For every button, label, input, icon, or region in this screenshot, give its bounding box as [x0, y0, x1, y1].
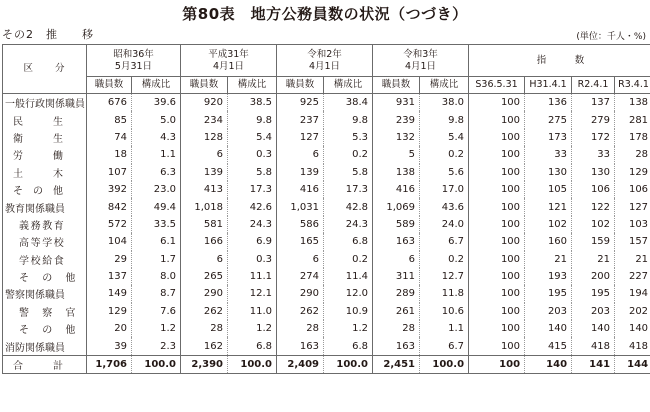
cell-value: 589 — [373, 216, 420, 233]
staff-trend-table — [2, 44, 650, 374]
row-label-header: 区 分 — [3, 45, 87, 94]
cell-value: 24.3 — [228, 216, 277, 233]
cell-value: 100 — [469, 198, 525, 215]
row-label: 警 察 官 — [19, 307, 77, 319]
cell-value: 202 — [615, 303, 650, 320]
cell-value: 1.2 — [324, 320, 373, 337]
cell-value: 105 — [525, 181, 572, 198]
cell-value: 21 — [572, 251, 615, 268]
table-row — [3, 233, 650, 250]
cell-value: 165 — [277, 233, 324, 250]
cell-value: 18 — [87, 146, 132, 163]
cell-value: 38.4 — [324, 94, 373, 112]
cell-value: 140 — [525, 320, 572, 337]
cell-value: 237 — [277, 111, 324, 128]
cell-value: 234 — [181, 111, 228, 128]
cell-value: 1.1 — [420, 320, 469, 337]
cell-value: 100 — [469, 94, 525, 112]
cell-value: 5.6 — [420, 164, 469, 181]
cell-value: 160 — [525, 233, 572, 250]
cell-value: 138 — [615, 94, 650, 112]
row-label: 教育関係職員 — [5, 203, 65, 215]
table-row — [3, 268, 650, 285]
unit-label: (単位：千人・%) — [576, 32, 646, 42]
cell-value: 0.3 — [228, 146, 277, 163]
cell-value: 290 — [277, 285, 324, 302]
cell-value: 200 — [572, 268, 615, 285]
table-row — [3, 129, 650, 146]
cell-value: 925 — [277, 94, 324, 112]
table-row — [3, 94, 650, 112]
cell-value: 130 — [525, 164, 572, 181]
cell-value: 415 — [525, 337, 572, 355]
period-line: 平成31年 — [208, 48, 249, 60]
table-row — [3, 337, 650, 355]
index-col-header: S36.5.31 — [469, 77, 525, 94]
cell-value: 4.3 — [132, 129, 181, 146]
cell-value: 102 — [572, 216, 615, 233]
cell-value: 2.3 — [132, 337, 181, 355]
cell-value: 21 — [615, 251, 650, 268]
count-header: 職員数 — [87, 77, 132, 94]
cell-value: 5.4 — [420, 129, 469, 146]
row-label: 学校給食 — [19, 255, 66, 267]
table-row — [3, 216, 650, 233]
row-label: そ の 他 — [19, 273, 77, 285]
row-label: 一般行政関係職員 — [5, 99, 85, 111]
cell-value: 194 — [615, 285, 650, 302]
index-header: 指 数 — [469, 45, 650, 77]
cell-value: 39 — [87, 337, 132, 355]
cell-value: 130 — [572, 164, 615, 181]
cell-value: 11.0 — [228, 303, 277, 320]
cell-value: 5.8 — [324, 164, 373, 181]
row-label: 高等学校 — [19, 238, 66, 250]
row-label: 合 計 — [3, 355, 87, 373]
cell-value: 275 — [525, 111, 572, 128]
cell-value: 6.8 — [324, 337, 373, 355]
cell-value: 21 — [525, 251, 572, 268]
cell-value: 416 — [373, 181, 420, 198]
cell-value: 6.7 — [420, 337, 469, 355]
cell-value: 2,451 — [373, 355, 420, 373]
period-line: 令和2年 — [307, 48, 342, 60]
cell-value: 10.6 — [420, 303, 469, 320]
cell-value: 11.4 — [324, 268, 373, 285]
cell-value: 100.0 — [420, 355, 469, 373]
cell-value: 6.8 — [324, 233, 373, 250]
cell-value: 5.8 — [228, 164, 277, 181]
cell-value: 0.2 — [420, 251, 469, 268]
cell-value: 1.1 — [132, 146, 181, 163]
cell-value: 195 — [525, 285, 572, 302]
cell-value: 138 — [373, 164, 420, 181]
cell-value: 33 — [572, 146, 615, 163]
row-label: 消防関係職員 — [5, 342, 65, 354]
cell-value: 0.2 — [324, 146, 373, 163]
cell-value: 137 — [572, 94, 615, 112]
cell-value: 121 — [525, 198, 572, 215]
cell-value: 106 — [615, 181, 650, 198]
table-row — [3, 198, 650, 215]
cell-value: 0.2 — [324, 251, 373, 268]
cell-value: 38.5 — [228, 94, 277, 112]
cell-value: 290 — [181, 285, 228, 302]
cell-value: 7.6 — [132, 303, 181, 320]
cell-value: 676 — [87, 94, 132, 112]
cell-value: 203 — [572, 303, 615, 320]
cell-value: 137 — [87, 268, 132, 285]
cell-value: 12.0 — [324, 285, 373, 302]
total-row — [3, 355, 650, 373]
cell-value: 85 — [87, 111, 132, 128]
index-col-header: R2.4.1 — [572, 77, 615, 94]
period-line: 令和3年 — [403, 48, 438, 60]
cell-value: 262 — [181, 303, 228, 320]
cell-value: 17.3 — [324, 181, 373, 198]
row-label: 土 木 — [13, 168, 63, 180]
cell-value: 100 — [469, 233, 525, 250]
row-label: 労 働 — [13, 151, 63, 163]
cell-value: 49.4 — [132, 198, 181, 215]
cell-value: 100 — [469, 111, 525, 128]
count-header: 職員数 — [373, 77, 420, 94]
row-label: そ の 他 — [19, 325, 77, 337]
table-row — [3, 303, 650, 320]
cell-value: 42.8 — [324, 198, 373, 215]
cell-value: 413 — [181, 181, 228, 198]
cell-value: 418 — [572, 337, 615, 355]
cell-value: 24.3 — [324, 216, 373, 233]
cell-value: 163 — [277, 337, 324, 355]
table-row — [3, 111, 650, 128]
table-row — [3, 164, 650, 181]
cell-value: 274 — [277, 268, 324, 285]
cell-value: 100 — [469, 181, 525, 198]
cell-value: 28 — [181, 320, 228, 337]
cell-value: 100 — [469, 303, 525, 320]
cell-value: 104 — [87, 233, 132, 250]
cell-value: 163 — [373, 337, 420, 355]
row-label: 警察関係職員 — [5, 290, 65, 302]
cell-value: 279 — [572, 111, 615, 128]
table-row — [3, 146, 650, 163]
cell-value: 29 — [87, 251, 132, 268]
cell-value: 141 — [572, 355, 615, 373]
row-label: 衛 生 — [13, 133, 63, 145]
cell-value: 33 — [525, 146, 572, 163]
cell-value: 100 — [469, 337, 525, 355]
cell-value: 42.6 — [228, 198, 277, 215]
cell-value: 100 — [469, 251, 525, 268]
cell-value: 9.8 — [228, 111, 277, 128]
cell-value: 1.2 — [228, 320, 277, 337]
cell-value: 6.3 — [132, 164, 181, 181]
cell-value: 33.5 — [132, 216, 181, 233]
cell-value: 157 — [615, 233, 650, 250]
ratio-header: 構成比 — [132, 77, 181, 94]
cell-value: 103 — [615, 216, 650, 233]
cell-value: 5.3 — [324, 129, 373, 146]
cell-value: 162 — [181, 337, 228, 355]
cell-value: 203 — [525, 303, 572, 320]
ratio-header: 構成比 — [420, 77, 469, 94]
cell-value: 6 — [181, 251, 228, 268]
cell-value: 100.0 — [228, 355, 277, 373]
cell-value: 6.1 — [132, 233, 181, 250]
cell-value: 24.0 — [420, 216, 469, 233]
cell-value: 39.6 — [132, 94, 181, 112]
cell-value: 100.0 — [132, 355, 181, 373]
cell-value: 1,018 — [181, 198, 228, 215]
cell-value: 581 — [181, 216, 228, 233]
cell-value: 172 — [572, 129, 615, 146]
cell-value: 1.2 — [132, 320, 181, 337]
cell-value: 100 — [469, 268, 525, 285]
cell-value: 0.2 — [420, 146, 469, 163]
ratio-header: 構成比 — [228, 77, 277, 94]
cell-value: 173 — [525, 129, 572, 146]
period-line: 4月1日 — [212, 60, 245, 72]
cell-value: 100 — [469, 129, 525, 146]
cell-value: 6.8 — [228, 337, 277, 355]
cell-value: 572 — [87, 216, 132, 233]
cell-value: 178 — [615, 129, 650, 146]
period-header — [373, 45, 469, 77]
cell-value: 100 — [469, 285, 525, 302]
cell-value: 140 — [572, 320, 615, 337]
cell-value: 9.8 — [420, 111, 469, 128]
cell-value: 0.3 — [228, 251, 277, 268]
cell-value: 2,390 — [181, 355, 228, 373]
cell-value: 127 — [615, 198, 650, 215]
cell-value: 195 — [572, 285, 615, 302]
cell-value: 163 — [373, 233, 420, 250]
cell-value: 6.9 — [228, 233, 277, 250]
cell-value: 227 — [615, 268, 650, 285]
table-row — [3, 181, 650, 198]
cell-value: 140 — [615, 320, 650, 337]
cell-value: 5.0 — [132, 111, 181, 128]
row-label: そ の 他 — [13, 186, 63, 198]
cell-value: 17.0 — [420, 181, 469, 198]
period-header — [277, 45, 373, 77]
cell-value: 8.7 — [132, 285, 181, 302]
cell-value: 139 — [277, 164, 324, 181]
cell-value: 6 — [277, 146, 324, 163]
cell-value: 28 — [277, 320, 324, 337]
cell-value: 8.0 — [132, 268, 181, 285]
index-col-header: H31.4.1 — [525, 77, 572, 94]
cell-value: 11.8 — [420, 285, 469, 302]
cell-value: 102 — [525, 216, 572, 233]
cell-value: 261 — [373, 303, 420, 320]
cell-value: 127 — [277, 129, 324, 146]
cell-value: 1,031 — [277, 198, 324, 215]
cell-value: 289 — [373, 285, 420, 302]
cell-value: 2,409 — [277, 355, 324, 373]
cell-value: 239 — [373, 111, 420, 128]
cell-value: 842 — [87, 198, 132, 215]
cell-value: 281 — [615, 111, 650, 128]
cell-value: 262 — [277, 303, 324, 320]
cell-value: 20 — [87, 320, 132, 337]
cell-value: 159 — [572, 233, 615, 250]
cell-value: 416 — [277, 181, 324, 198]
cell-value: 23.0 — [132, 181, 181, 198]
table-row — [3, 320, 650, 337]
cell-value: 6 — [373, 251, 420, 268]
cell-value: 166 — [181, 233, 228, 250]
table-body — [3, 94, 650, 374]
cell-value: 1,706 — [87, 355, 132, 373]
cell-value: 9.8 — [324, 111, 373, 128]
cell-value: 586 — [277, 216, 324, 233]
table-title: 第80表 地方公務員数の状況（つづき） — [182, 5, 468, 23]
cell-value: 28 — [615, 146, 650, 163]
cell-value: 28 — [373, 320, 420, 337]
cell-value: 149 — [87, 285, 132, 302]
cell-value: 122 — [572, 198, 615, 215]
cell-value: 140 — [525, 355, 572, 373]
cell-value: 12.7 — [420, 268, 469, 285]
cell-value: 132 — [373, 129, 420, 146]
cell-value: 100 — [469, 320, 525, 337]
cell-value: 106 — [572, 181, 615, 198]
row-label: 民 生 — [13, 116, 63, 128]
header-row-sub — [3, 77, 650, 94]
cell-value: 6 — [181, 146, 228, 163]
count-header: 職員数 — [181, 77, 228, 94]
cell-value: 1,069 — [373, 198, 420, 215]
cell-value: 5 — [373, 146, 420, 163]
row-label: 義務教育 — [19, 220, 66, 232]
cell-value: 265 — [181, 268, 228, 285]
cell-value: 129 — [87, 303, 132, 320]
cell-value: 6.7 — [420, 233, 469, 250]
cell-value: 139 — [181, 164, 228, 181]
period-header — [87, 45, 181, 77]
cell-value: 128 — [181, 129, 228, 146]
table-subtitle: その2 推 移 — [2, 28, 94, 41]
cell-value: 12.1 — [228, 285, 277, 302]
period-header — [181, 45, 277, 77]
period-line: 4月1日 — [404, 60, 437, 72]
cell-value: 136 — [525, 94, 572, 112]
cell-value: 100 — [469, 164, 525, 181]
cell-value: 10.9 — [324, 303, 373, 320]
header-row-periods — [3, 45, 650, 77]
cell-value: 920 — [181, 94, 228, 112]
ratio-header: 構成比 — [324, 77, 373, 94]
cell-value: 74 — [87, 129, 132, 146]
period-line: 昭和36年 — [113, 48, 154, 60]
cell-value: 100 — [469, 355, 525, 373]
cell-value: 17.3 — [228, 181, 277, 198]
count-header: 職員数 — [277, 77, 324, 94]
cell-value: 193 — [525, 268, 572, 285]
cell-value: 6 — [277, 251, 324, 268]
cell-value: 100 — [469, 146, 525, 163]
period-line: 5月31日 — [114, 60, 153, 72]
index-col-header: R3.4.1 — [615, 77, 650, 94]
cell-value: 311 — [373, 268, 420, 285]
cell-value: 5.4 — [228, 129, 277, 146]
cell-value: 392 — [87, 181, 132, 198]
cell-value: 144 — [615, 355, 650, 373]
cell-value: 100.0 — [324, 355, 373, 373]
table-row — [3, 251, 650, 268]
cell-value: 931 — [373, 94, 420, 112]
cell-value: 107 — [87, 164, 132, 181]
cell-value: 1.7 — [132, 251, 181, 268]
cell-value: 43.6 — [420, 198, 469, 215]
period-line: 4月1日 — [308, 60, 341, 72]
cell-value: 38.0 — [420, 94, 469, 112]
table-row — [3, 285, 650, 302]
cell-value: 100 — [469, 216, 525, 233]
cell-value: 129 — [615, 164, 650, 181]
cell-value: 418 — [615, 337, 650, 355]
cell-value: 11.1 — [228, 268, 277, 285]
